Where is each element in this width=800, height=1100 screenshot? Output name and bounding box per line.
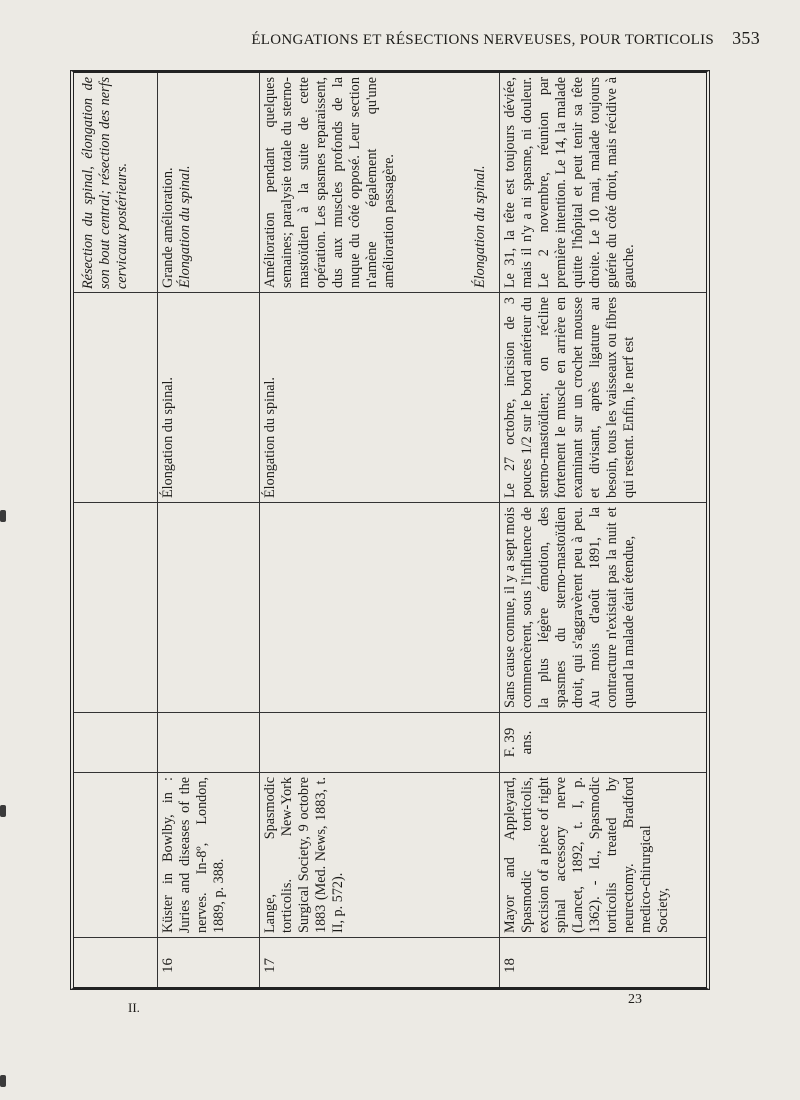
table-cell-result: Amélioration pendant quelques semaines; paralysie totale du sterno-mastoïdien à la suite de cette opération. Les spasmes reparaissent, dus aux muscles profonds de la nuque du côté opposé. Leur section n'amène également qu'une amélioration passagère. bbox=[262, 77, 397, 288]
table-cell-result: Grande amélioration. bbox=[160, 167, 176, 288]
table-cell-result: Élongation du spinal. bbox=[472, 165, 488, 288]
table-cell-sex-age: F. 39 ans. bbox=[502, 727, 535, 758]
table-cell-operation: Élongation du spinal. bbox=[262, 377, 278, 498]
table-cell-result: Le 31, la tête est toujours déviée, mais il n'y a ni spasme, ni douleur. Le 2 novembre, réunion par première intention. Le 14, la malade quitte l'hôpital et peut tenir sa tête droite. Le 10 mai, malade toujours guérie du côté droit, mais récidive à gauche. bbox=[502, 77, 637, 288]
case-number: 18 bbox=[502, 958, 518, 973]
case-number: 17 bbox=[262, 958, 278, 973]
running-title: ÉLONGATIONS ET RÉSECTIONS NERVEUSES, POUR TORTICOLIS bbox=[251, 32, 715, 48]
table-cell-operation: Le 27 octobre, incision de 3 pouces 1/2 sur le bord antérieur du sterno-mastoïdien; on récline fortement le muscle en arrière en examinant sur un crochet mousse et divisant, après ligature au besoin, tous les vaisseaux ou fibres qui restent. Enfin, le nerf est bbox=[502, 297, 637, 498]
signature-number: 23 bbox=[628, 992, 642, 1007]
rotated-table bbox=[70, 70, 710, 990]
margin-mark bbox=[0, 1075, 6, 1087]
column-divider bbox=[74, 712, 710, 713]
table-body bbox=[74, 73, 710, 990]
table-cell-result: Résection du spinal, élongation de son bout central; résection des nerfs cervicaux postérieurs. bbox=[80, 77, 130, 289]
margin-mark bbox=[0, 805, 6, 817]
table-cell-history: Sans cause connue, il y a sept mois commencèrent, sous l'influence de la plus légère émotion, des spasmes du sterno-mastoïdien droit, qui s'aggravèrent peu à peu. Au mois d'août 1891, la contracture n'existait pas la nuit et quand la malade était étendue, bbox=[502, 507, 637, 708]
table-cell-result: Élongation du spinal. bbox=[177, 165, 193, 288]
margin-mark bbox=[0, 510, 6, 522]
table-cell-author: Küster in Bowlby, in : Juries and diseases of the nerves. In-8º, London, 1889, p. 388. bbox=[160, 777, 227, 933]
signature-mark: II. bbox=[128, 1000, 140, 1015]
page-number: 353 bbox=[732, 28, 760, 48]
table-cell-author: Lange, Spasmodic torticolis. New-York Surgical Society, 9 octobre 1883 (Med. News, 1883, t. II, p. 572). bbox=[262, 777, 346, 933]
table-cell-operation: Élongation du spinal. bbox=[160, 377, 176, 498]
running-head bbox=[0, 28, 800, 49]
table-cell-author: Mayor and Appleyard, Spasmodic torticolis, excision of a piece of right spinal accessory nerve (Lancet, 1892, t. I, p. 1362). - Id., Spasmodic torticolis treated by neurectomy. Bradford medico-chirurgical Society, bbox=[502, 777, 671, 933]
case-number: 16 bbox=[160, 958, 176, 973]
